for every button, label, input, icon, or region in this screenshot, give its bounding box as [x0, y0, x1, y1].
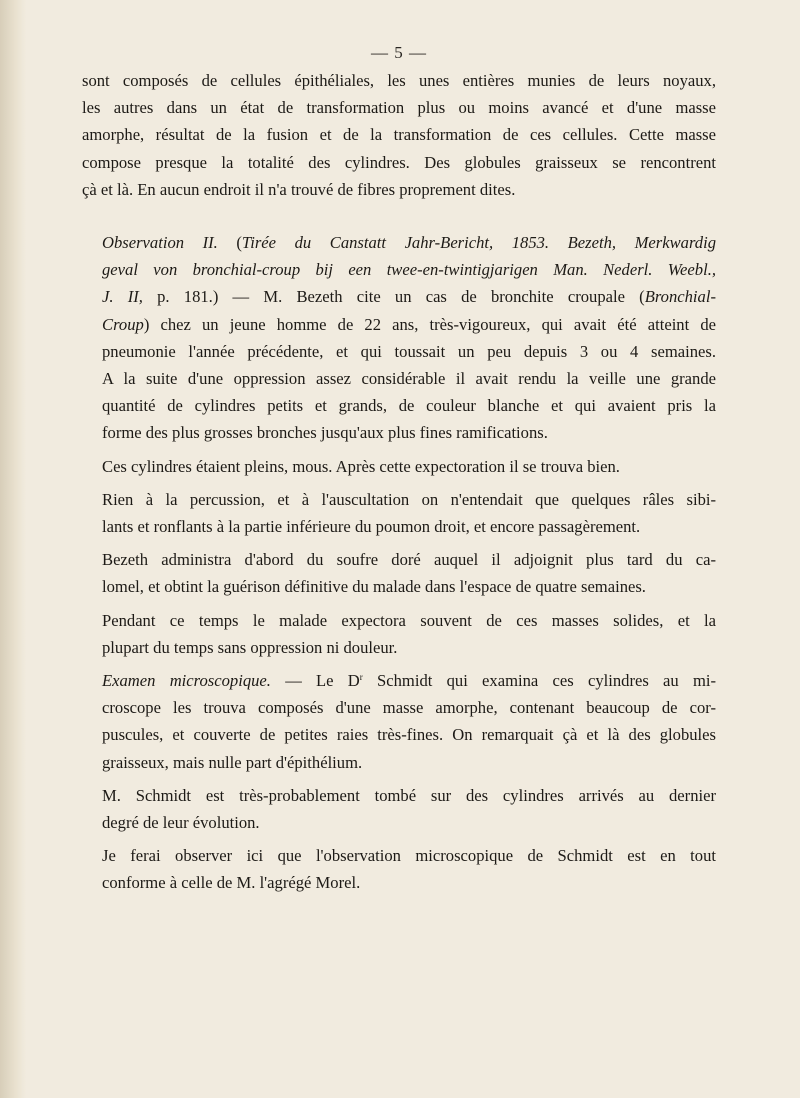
paragraph-1	[82, 67, 716, 203]
paragraph-9	[82, 842, 716, 896]
text-line: graisseux, mais nulle part d'épithélium.	[102, 752, 363, 772]
text-line: Bezeth administra d'abord du soufre doré auquel il adjoignit plus tard du ca-	[102, 550, 716, 570]
text-line: plupart du temps sans oppression ni douleur.	[102, 637, 398, 657]
text-line: degré de leur évolution.	[102, 813, 260, 833]
paragraph-6	[82, 607, 716, 661]
text-line: amorphe, résultat de la fusion et de la transformation de ces cellules. Cette masse	[82, 125, 716, 145]
text-line: Pendant ce temps le malade expectora souvent de ces masses solides, et la	[102, 610, 716, 630]
paragraph-observation	[82, 229, 716, 447]
text-line: Croup) chez un jeune homme de 22 ans, très-vigoureux, qui avait été atteint de	[102, 314, 716, 334]
text-line: Ces cylindres étaient pleins, mous. Après cette expectoration il se trouva bien.	[102, 456, 620, 476]
text-line: conforme à celle de M. l'agrégé Morel.	[102, 873, 361, 893]
paragraph-4	[82, 486, 716, 540]
document-page	[82, 0, 716, 1098]
text-line: lomel, et obtint la guérison définitive du malade dans l'espace de quatre semaines.	[102, 577, 646, 597]
paragraph-5	[82, 546, 716, 600]
text-line: les autres dans un état de transformation plus ou moins avancé et d'une masse	[82, 98, 716, 118]
paragraph-8	[82, 782, 716, 836]
text-line: Rien à la percussion, et à l'auscultation on n'entendait que quelques râles sibi-	[102, 489, 716, 509]
page-edge-shadow	[0, 0, 26, 1098]
examen-heading: Examen microscopique.	[102, 671, 271, 691]
paragraph-3	[82, 453, 716, 480]
text-line: lants et ronflants à la partie inférieure du poumon droit, et encore passagèrement.	[102, 517, 641, 537]
text-line: forme des plus grosses bronches jusqu'aux plus fines ramifications.	[102, 423, 548, 443]
text-line: M. Schmidt est très-probablement tombé sur des cylindres arrivés au dernier	[102, 785, 716, 805]
text-line: croscope les trouva composés d'une masse amorphe, contenant beaucoup de cor-	[102, 698, 716, 718]
text-line: pneumonie l'année précédente, et qui toussait un peu depuis 3 ou 4 semaines.	[102, 341, 716, 361]
text-line: A la suite d'une oppression assez considérable il avait rendu la veille une grande	[102, 369, 716, 389]
source-citation: Tirée du Canstatt Jahr-Bericht, 1853. Bezeth, Merkwardig	[241, 233, 716, 253]
text-line: Examen microscopique. — Le $D^r$ Schmidt qui examina ces cylindres au mi-	[102, 671, 716, 691]
text-line: geval von bronchial-croup bij een twee-en-twintigjarigen Man. Nederl. Weebl.,	[102, 260, 716, 280]
text-line: çà et là. En aucun endroit il n'a trouvé de fibres proprement dites.	[82, 179, 516, 199]
text-line: puscules, et couverte de petites raies très-fines. On remarquait çà et là des globules	[102, 725, 716, 745]
text-line: quantité de cylindres petits et grands, de couleur blanche et qui avaient pris la	[102, 396, 716, 416]
text-line: Je ferai observer ici que l'observation microscopique de Schmidt est en tout	[102, 846, 716, 866]
body-text	[82, 67, 716, 897]
page-number: — 5 —	[371, 43, 427, 62]
text-line: compose presque la totalité des cylindres. Des globules graisseux se rencontrent	[82, 152, 716, 172]
paragraph-examen	[82, 667, 716, 776]
text-line: Observation II. (Tirée du Canstatt Jahr-Bericht, 1853. Bezeth, Merkwardig	[102, 233, 716, 253]
text-line: sont composés de cellules épithéliales, les unes entières munies de leurs noyaux,	[82, 71, 716, 90]
observation-heading: Observation II.	[102, 233, 218, 253]
text-line: J. II, p. 181.) — M. Bezeth cite un cas de bronchite croupale (Bronchial-	[102, 287, 716, 307]
